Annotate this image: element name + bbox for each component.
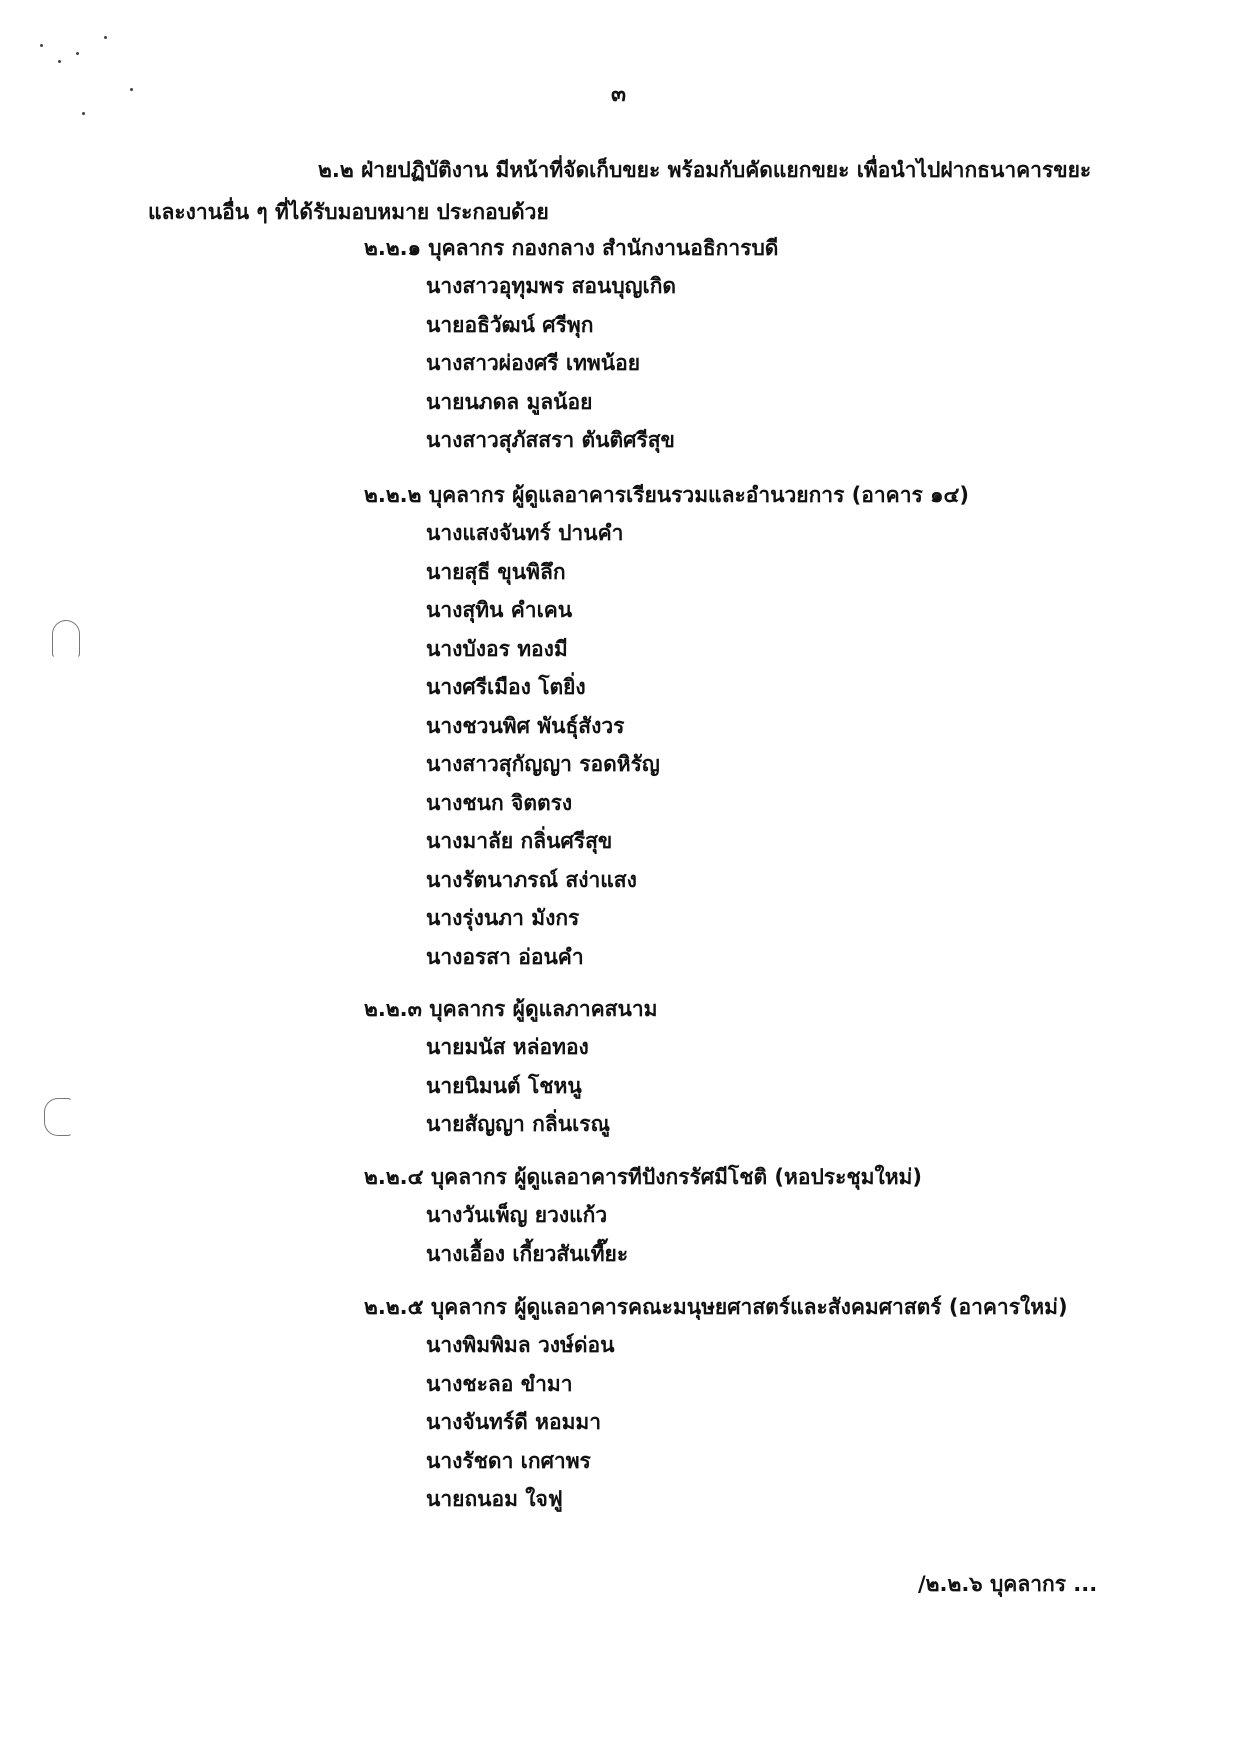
punch-hole-mark — [52, 620, 80, 658]
continuation-footer: /๒.๒.๖ บุคลากร ... — [918, 1572, 1098, 1596]
scan-speck — [58, 60, 61, 63]
member-name: นางรัตนาภรณ์ สง่าแสง — [426, 867, 637, 892]
member-name: นายสัญญา กลิ่นเรณู — [426, 1112, 611, 1136]
member-name: นางสาวผ่องศรี เทพน้อย — [426, 351, 641, 375]
member-name: นางสาวอุทุมพร สอนบุญเกิด — [426, 274, 677, 298]
intro-paragraph-line-2: และงานอื่น ๆ ที่ได้รับมอบหมาย ประกอบด้วย — [148, 200, 549, 224]
member-list — [364, 1326, 1068, 1519]
section-2-2-3 — [364, 990, 658, 1144]
section-heading: ๒.๒.๕ บุคลากร ผู้ดูแลอาคารคณะมนุษยศาสตร์และสังคมศาสตร์ (อาคารใหม่) — [364, 1295, 1068, 1319]
scan-speck — [82, 112, 85, 115]
member-name: นางชวนพิศ พันธุ์สังวร — [426, 713, 625, 738]
scan-speck — [104, 36, 107, 39]
member-name: นางสาวสุกัญญา รอดหิรัญ — [426, 752, 660, 776]
member-name: นางจันทร์ดี หอมมา — [426, 1410, 602, 1434]
member-name: นางวันเพ็ญ ยวงแก้ว — [426, 1203, 608, 1227]
member-list — [364, 1196, 922, 1273]
member-name: นายอธิวัฒน์ ศรีพุก — [426, 312, 594, 337]
section-heading: ๒.๒.๑ บุคลากร กองกลาง สำนักงานอธิการบดี — [364, 236, 779, 260]
punch-hole-mark — [44, 1098, 72, 1136]
scan-speck — [76, 52, 79, 55]
member-list — [364, 514, 969, 976]
section-heading: ๒.๒.๓ บุคลากร ผู้ดูแลภาคสนาม — [364, 997, 658, 1021]
member-name: นางพิมพิมล วงษ์ด่อน — [426, 1333, 615, 1357]
section-2-2-1 — [364, 229, 778, 460]
section-2-2-2 — [364, 476, 969, 976]
member-name: นางชะลอ ขำมา — [426, 1371, 573, 1396]
member-name: นางสุทิน คำเคน — [426, 598, 573, 622]
member-name: นายนภดล มูลน้อย — [426, 389, 593, 414]
member-name: นายนิมนต์ โชหนู — [426, 1073, 582, 1098]
member-list — [364, 1028, 658, 1144]
intro-paragraph-line-1: ๒.๒ ฝ่ายปฏิบัติงาน มีหน้าที่จัดเก็บขยะ พร้อมกับคัดแยกขยะ เพื่อนำไปฝากธนาคารขยะ — [318, 158, 1092, 182]
member-name: นางมาลัย กลิ่นศรีสุข — [426, 829, 613, 853]
member-name: นางรัชดา เกศาพร — [426, 1448, 591, 1473]
member-name: นางชนก จิตตรง — [426, 790, 573, 815]
member-name: นายมนัส หล่อทอง — [426, 1035, 589, 1059]
page-number: ๓ — [610, 82, 627, 107]
member-name: นางศรีเมือง โตยิ่ง — [426, 675, 586, 699]
member-name: นางอรสา อ่อนคำ — [426, 944, 584, 969]
member-name: นางบังอร ทองมี — [426, 636, 568, 661]
scan-speck — [40, 44, 43, 47]
member-name: นางรุ่งนภา มังกร — [426, 906, 580, 930]
member-name: นางแสงจันทร์ ปานคำ — [426, 521, 624, 545]
member-name: นางเอื้อง เกี้ยวสันเที๊ยะ — [426, 1241, 629, 1266]
member-name: นายถนอม ใจฟู — [426, 1487, 563, 1511]
section-heading: ๒.๒.๒ บุคลากร ผู้ดูแลอาคารเรียนรวมและอำนวยการ (อาคาร ๑๔) — [364, 483, 969, 507]
member-list — [364, 267, 778, 460]
section-heading: ๒.๒.๔ บุคลากร ผู้ดูแลอาคารทีปังกรรัศมีโชติ (หอประชุมใหม่) — [364, 1165, 922, 1189]
member-name: นางสาวสุภัสสรา ตันติศรีสุข — [426, 428, 675, 452]
member-name: นายสุธี ขุนพิลึก — [426, 559, 566, 584]
section-2-2-5 — [364, 1288, 1068, 1519]
section-2-2-4 — [364, 1158, 922, 1273]
